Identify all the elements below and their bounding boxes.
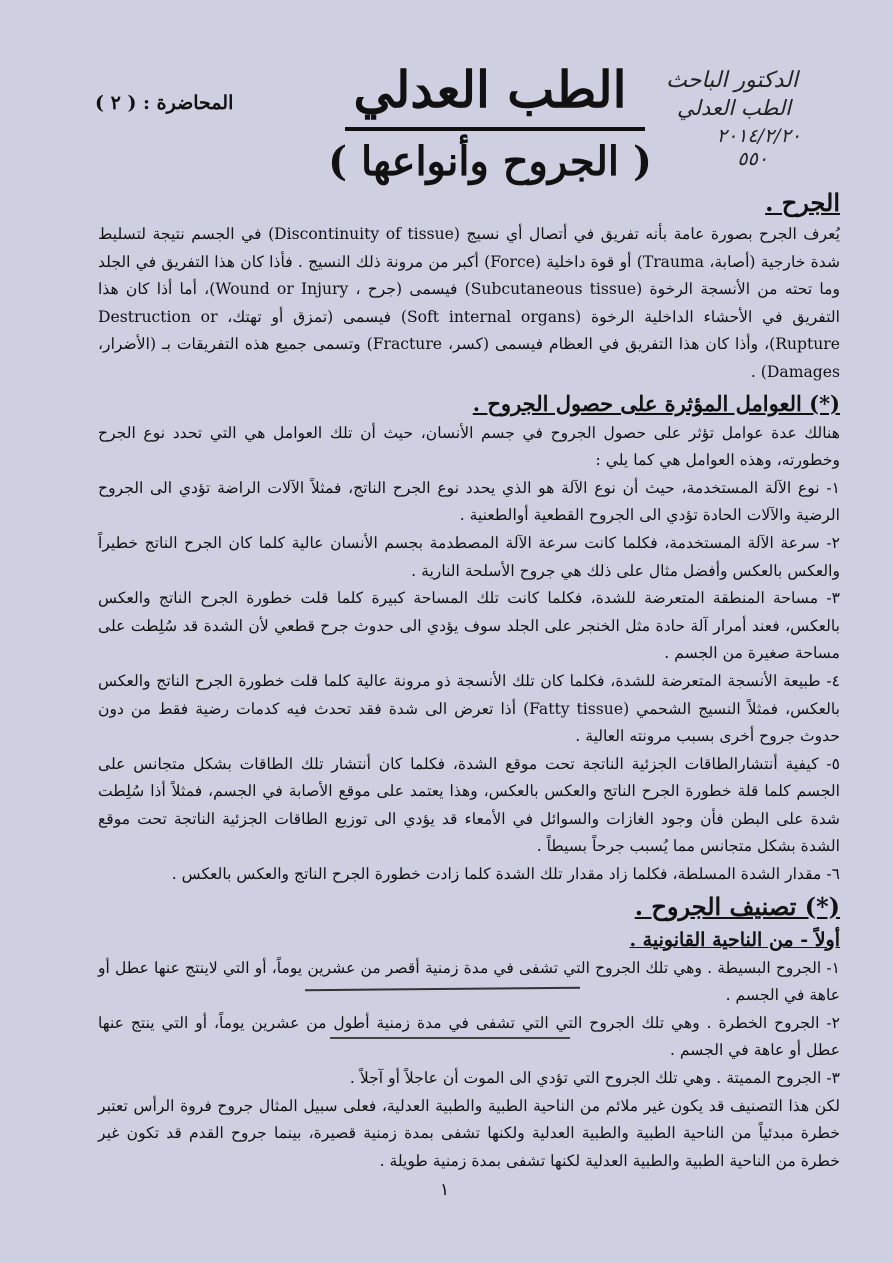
pen-underline: [330, 1037, 570, 1039]
handwritten-date: ٢٠١٤/٢/٢٠: [716, 125, 801, 147]
subsection-heading: أولاً - من الناحية القانونية .: [629, 928, 840, 951]
handwritten-note: الدكتور الباحث: [666, 68, 798, 93]
section-heading: (*) تصنيف الجروح .: [634, 891, 840, 921]
page-number: ١: [440, 1180, 450, 1200]
list-item: ٤- طبيعة الأنسجة المتعرضة للشدة، فكلما كان تلك الأنسجة ذو مرونة عالية كلما قلت خطورة الجرح الناتج والعكس بالعكس، فمثلاً النسيج الشحمي (Fatty tissue) أذا تعرض الى شدة فقد تحدث فيه كدمات رضية فقط من دون حدوث جروح أخرى بسبب مرونته العالية .: [98, 671, 841, 746]
paragraph: لكن هذا التصنيف قد يكون غير ملائم من الناحية الطبية والطبية العدلية، فعلى سبيل المثال جروح فروة الرأس تعتبر خطرة مبدئياً من الناحية الطبية والطبية العدلية ولكنها تشفى بمدة زمنية قصيرة، بينما جروح القدم قد تكون غير خطرة من الناحية الطبية والطبية العدلية لكنها تشفى بمدة زمنية طويلة .: [98, 1096, 840, 1170]
lecture-number: المحاضرة : ( ٢ ): [95, 92, 234, 114]
handwritten-note: ٥٥٠: [737, 148, 768, 170]
paragraph: يُعرف الجرح بصورة عامة بأنه تفريق في أتصال أي نسيج (Discontinuity of tissue) في الجسم نتيجة لتسليط شدة خارجية (أصابة، Trauma) أو قوة داخلية (Force) أكبر من مرونة ذلك النسيج . فأذا كان هذا التفريق في الجلد وما تحته من الأنسجة الرخوة (Subcutaneous tissue) فيسمى (جرح ، Wound or Injury)، أما أذا كان هذا التفريق في الأحشاء الداخلية الرخوة (Soft internal organs) فيسمى (تمزق أو تهتك، Destruction or Rupture)، وأذا كان هذا التفريق في العظام فيسمى (كسر، Fracture) وتسمى جميع هذه التفريقات بـ (الأضرار، Damages) .: [98, 225, 841, 381]
section-heading: الجرح .: [765, 188, 840, 217]
handwritten-note: الطب العدلي: [676, 96, 791, 120]
list-item: ٣- الجروح المميتة . وهي تلك الجروح التي تؤدي الى الموت أن عاجلاً أو آجلاً .: [349, 1069, 840, 1088]
list-item: ١- نوع الآلة المستخدمة، حيث أن نوع الآلة هو الذي يحدد نوع الجرح الناتج، فمثلاً الآلات الراضة تؤدي الى الجروح الرضية والآلات الحادة تؤدي الى الجروح القطعية أوالطعنية .: [98, 478, 840, 525]
list-item: ٣- مساحة المنطقة المتعرضة للشدة، فكلما كانت تلك المساحة كبيرة كلما قلت خطورة الجرح الناتج والعكس بالعكس، فعند أمرار آلة حادة مثل الخنجر على الجلد سوف يؤدي الى حدوث جرح قطعي لأن الشدة قد سُلِطت على مساحة صغيرة من الجسم .: [98, 589, 840, 663]
section-heading: (*) العوامل المؤثرة على حصول الجروح .: [472, 390, 840, 416]
list-item: ٥- كيفية أنتشارالطاقات الجزئية الناتجة تحت موقع الشدة، فكلما كان أنتشار تلك الطاقات بشكل متجانس على الجسم كلما قلة خطورة الجرح الناتج والعكس بالعكس، وهذا يعتمد على موقع الأصابة في الجسم، فمثلاً أذا سُلِطت شدة على البطن فأن وجود الغازات والسوائل في الأمعاء قد يؤدي الى توزيع الطاقات الجزئية الناتجة تحت موقع الشدة بشكل متجانس مما يُسبب جرحاً بسيطاً .: [98, 754, 840, 856]
list-item: ٦- مقدار الشدة المسلطة، فكلما زاد مقدار تلك الشدة كلما زادت خطورة الجرح الناتج والعكس بالعكس .: [171, 865, 840, 884]
page-subtitle: ( الجروح وأنواعها ): [328, 138, 652, 185]
list-item: ١- الجروح البسيطة . وهي تلك الجروح التي تشفى في مدة زمنية أقصر من عشرين يوماً، أو التي لاينتج عنها عطل أو عاهة في الجسم .: [98, 958, 840, 1005]
paragraph: هنالك عدة عوامل تؤثر على حصول الجروح في جسم الأنسان، حيث أن تلك العوامل هي التي تحدد نوع الجرح وخطورته، وهذه العوامل هي كما يلي :: [98, 423, 840, 470]
document-body: [98, 185, 840, 1175]
page-title: الطب العدلي: [353, 60, 627, 119]
list-item: ٢- سرعة الآلة المستخدمة، فكلما كانت سرعة الآلة المصطدمة بجسم الأنسان عالية كلما كان الجرح الناتج خطيراً والعكس بالعكس وأفضل مثال على ذلك هي جروح الأسلحة النارية .: [98, 533, 840, 580]
list-item: ٢- الجروح الخطرة . وهي تلك الجروح التي التي تشفى في مدة زمنية أطول من عشرين يوماً، أو التي ينتج عنها عطل أو عاهة في الجسم .: [98, 1013, 840, 1060]
title-underline: [345, 127, 645, 131]
